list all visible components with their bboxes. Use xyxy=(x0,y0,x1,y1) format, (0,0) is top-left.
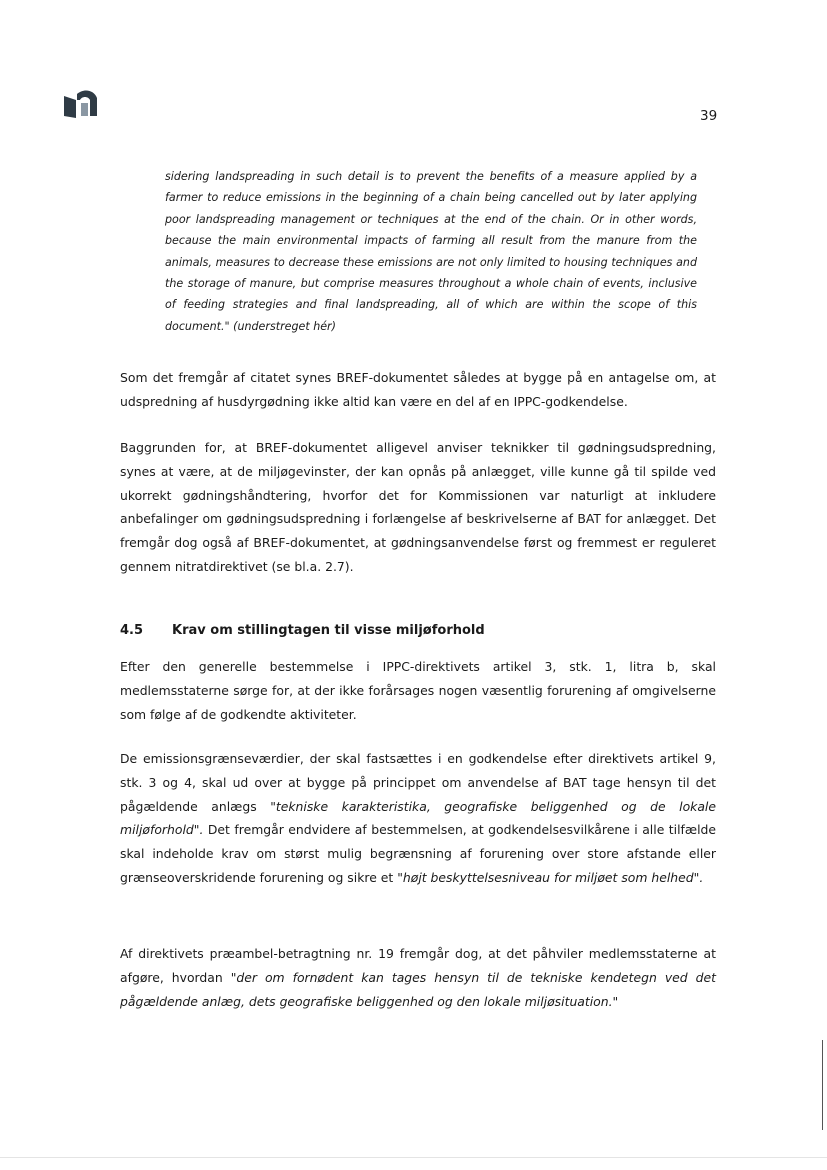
block-quote: sidering landspreading in such detail is to prevent the benefits of a measure applied by a farmer to reduce emissions in the beginning of a chain being cancelled out by later applying poor landspreading management or techniques at the end of the chain. Or in other words, because the main environmental impacts of farming all result from the manure from the animals, measures to decrease these emissions are not only limited to housing techniques and the storage of manure, but comprise measures throughout a whole chain of events, inclusive of feeding strategies and final landspreading, all of which are within the scope of this document." (understreget hér) xyxy=(165,170,697,333)
paragraph-2: Baggrunden for, at BREF-dokumentet alligevel anviser teknikker til gødningsudspredning, synes at være, at de miljøgevinster, der kan opnås på anlægget, ville kunne gå til spilde ved ukorrekt gødningshåndtering, hvorfor det for Kommissionen var naturligt at inkludere anbefalinger om gødningsudspredning i forlængelse af beskrivelserne af BAT for anlægget. Det fremgår dog også af BREF-dokumentet, at gødningsanvendelse først og fremmest er reguleret gennem nitratdirektivet (se bl.a. 2.7). xyxy=(120,440,716,574)
paragraph-4-text-a: De emissionsgrænseværdier, der skal fastsættes i en godkendelse efter direktivets artikel 9, stk. 3 og 4, skal ud over at bygge på princippet om anvendelse af BAT tage hensyn til det pågældende anlægs xyxy=(120,751,716,814)
paragraph-4 xyxy=(120,747,716,890)
paragraph-5 xyxy=(120,942,716,1013)
section-heading xyxy=(120,623,485,638)
paragraph-1: Som det fremgår af citatet synes BREF-dokumentet således at bygge på en antagelse om, at udspredning af husdyrgødning ikke altid kan være en del af en IPPC-godkendelse. xyxy=(120,370,716,409)
scan-edge-mark xyxy=(822,1040,823,1130)
paragraph-4-text-b: Det fremgår endvidere af bestemmelsen, at godkendelsesvilkårene i alle tilfælde skal indeholde krav om størst mulig begrænsning af forurening over store afstande eller grænseoverskridende forurening og sikre et xyxy=(120,822,716,885)
paragraph-5-text: Af direktivets præambel-betragtning nr. 19 fremgår dog, at det påhviler medlemsstaterne at afgøre, hvordan xyxy=(120,946,716,985)
paragraph-3: Efter den generelle bestemmelse i IPPC-direktivets artikel 3, stk. 1, litra b, skal medlemsstaterne sørge for, at der ikke forårsages nogen væsentlig forurening af omgivelserne som følge af de godkendte aktiviteter. xyxy=(120,659,716,722)
page-number: 39 xyxy=(700,108,718,124)
section-title: Krav om stillingtagen til visse miljøforhold xyxy=(172,623,485,638)
page-bottom-edge xyxy=(0,1157,827,1158)
logo-icon xyxy=(60,86,100,120)
paragraph-4-quote-a: "tekniske karakteristika, geografiske beliggenhed og de lokale miljøforhold". xyxy=(120,798,716,838)
section-number: 4.5 xyxy=(120,623,144,638)
paragraph-4-quote-b: "højt beskyttelsesniveau for miljøet som helhed". xyxy=(397,869,704,885)
paragraph-5-quote: "der om fornødent kan tages hensyn til de tekniske kendetegn ved det pågældende anlæg, dets geografiske beliggenhed og den lokale miljøsituation." xyxy=(120,969,716,1009)
